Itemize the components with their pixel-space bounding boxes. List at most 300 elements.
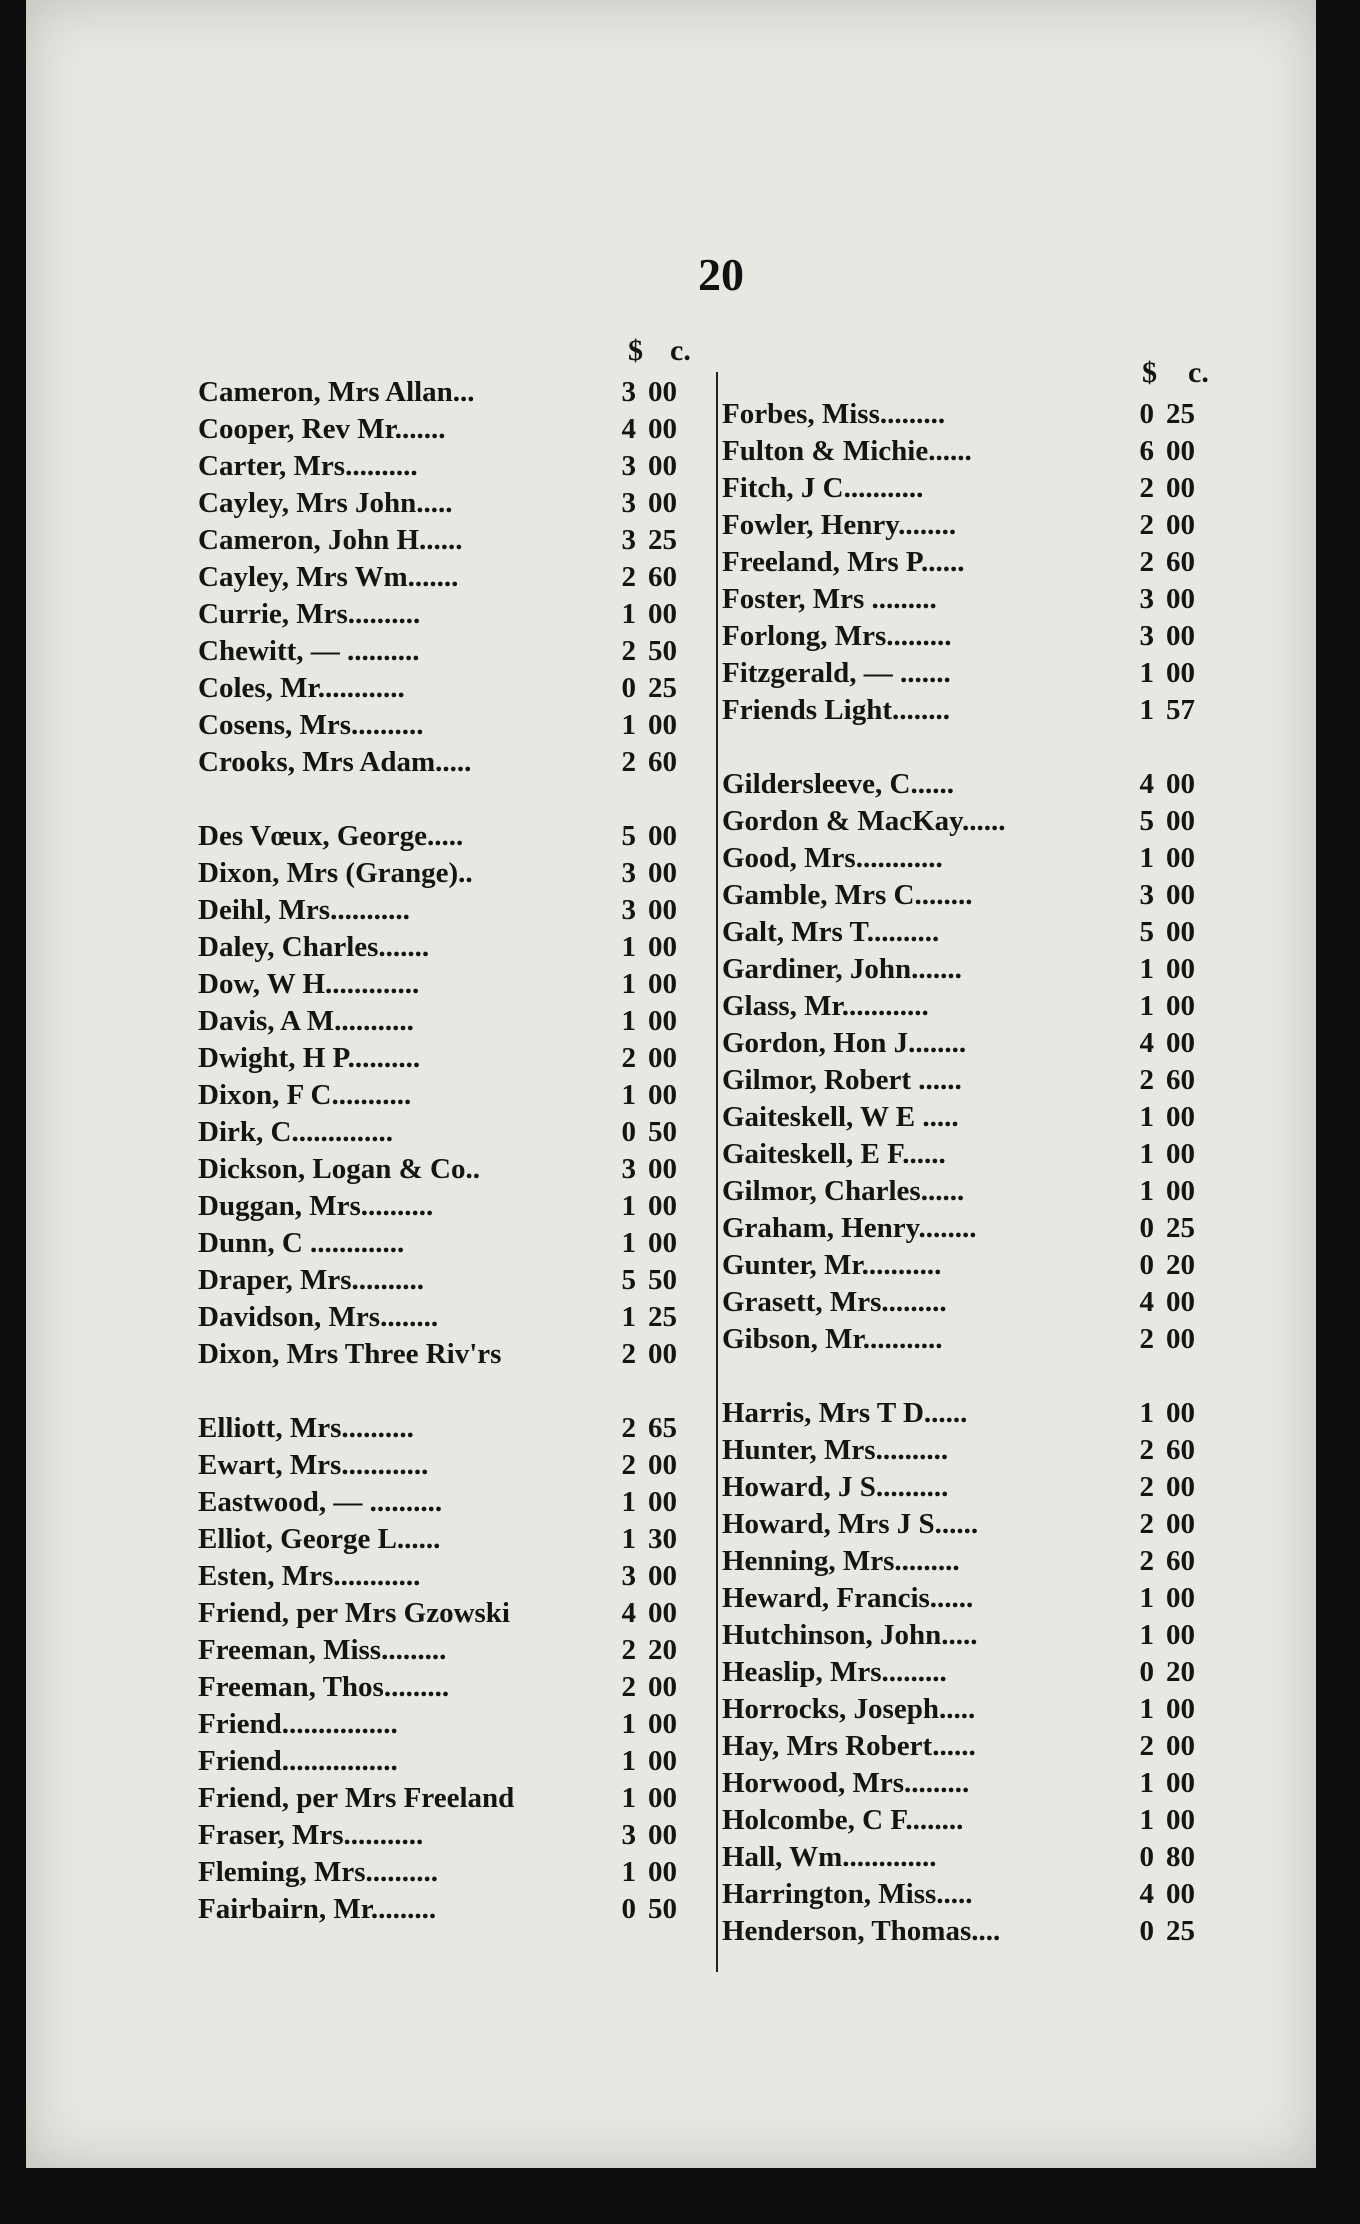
subscriber-name: Friend, per Mrs Gzowski: [198, 1597, 510, 1629]
subscriber-entry: [722, 951, 1227, 988]
subscriber-entry: [198, 1225, 708, 1262]
subscriber-name: Chewitt, — ..........: [198, 635, 420, 667]
amount-cents: 57: [1166, 694, 1195, 726]
subscriber-name: Galt, Mrs T..........: [722, 916, 940, 948]
subscriber-entry: [198, 1447, 708, 1484]
subscriber-entry: [198, 818, 708, 855]
subscriber-entry: [198, 374, 708, 411]
subscriber-entry: [722, 692, 1227, 729]
amount-cents: 65: [648, 1412, 677, 1444]
subscriber-entry: [198, 559, 708, 596]
subscriber-entry: [198, 1077, 708, 1114]
subscriber-name: Gamble, Mrs C........: [722, 879, 973, 911]
subscriber-name: Horrocks, Joseph.....: [722, 1693, 976, 1725]
subscriber-name: Friends Light........: [722, 694, 950, 726]
subscriber-entry: [198, 670, 708, 707]
amount-cents: 00: [648, 1486, 677, 1518]
amount-cents: 60: [1166, 1545, 1195, 1577]
subscriber-entry: [198, 448, 708, 485]
subscriber-entry: [198, 1854, 708, 1891]
subscriber-name: Gordon, Hon J........: [722, 1027, 967, 1059]
dollar-header: $: [1142, 356, 1157, 389]
subscriber-name: Howard, J S..........: [722, 1471, 949, 1503]
amount-cents: 00: [648, 857, 677, 889]
subscriber-name: Crooks, Mrs Adam.....: [198, 746, 472, 778]
subscriber-entry: [722, 1654, 1227, 1691]
amount-dollars: 5: [621, 1264, 636, 1296]
amount-cents: 00: [1166, 805, 1195, 837]
amount-cents: 00: [648, 820, 677, 852]
amount-cents: 00: [648, 1745, 677, 1777]
subscriber-entry: [198, 1706, 708, 1743]
amount-dollars: 2: [621, 1671, 636, 1703]
amount-dollars: 2: [1139, 1730, 1154, 1762]
subscriber-name: Fitch, J C...........: [722, 472, 924, 504]
subscriber-entry: [722, 1913, 1227, 1950]
subscriber-name: Fitzgerald, — .......: [722, 657, 951, 689]
subscriber-name: Hay, Mrs Robert......: [722, 1730, 976, 1762]
subscriber-name: Ewart, Mrs............: [198, 1449, 429, 1481]
subscriber-entry: [198, 522, 708, 559]
amount-cents: 00: [1166, 472, 1195, 504]
amount-dollars: 1: [1139, 953, 1154, 985]
amount-dollars: 2: [1139, 1508, 1154, 1540]
amount-cents: 60: [1166, 1434, 1195, 1466]
amount-dollars: 0: [1139, 1249, 1154, 1281]
amount-dollars: 2: [621, 561, 636, 593]
amount-dollars: 3: [621, 524, 636, 556]
subscriber-name: Gordon & MacKay......: [722, 805, 1006, 837]
amount-cents: 00: [648, 1782, 677, 1814]
subscriber-name: Deihl, Mrs...........: [198, 894, 410, 926]
amount-cents: 00: [648, 1079, 677, 1111]
amount-dollars: 5: [621, 820, 636, 852]
subscriber-entry: [722, 433, 1227, 470]
amount-dollars: 3: [621, 376, 636, 408]
subscriber-name: Fraser, Mrs...........: [198, 1819, 424, 1851]
subscriber-entry: [198, 1410, 708, 1447]
subscriber-name: Howard, Mrs J S......: [722, 1508, 979, 1540]
subscriber-name: Elliott, Mrs..........: [198, 1412, 414, 1444]
subscriber-entry: [198, 633, 708, 670]
amount-dollars: 2: [621, 1634, 636, 1666]
subscriber-entry: [722, 544, 1227, 581]
amount-cents: 00: [1166, 583, 1195, 615]
amount-dollars: 1: [621, 1190, 636, 1222]
subscriber-entry: [722, 877, 1227, 914]
amount-cents: 00: [1166, 1471, 1195, 1503]
subscriber-name: Dunn, C .............: [198, 1227, 405, 1259]
subscriber-name: Fowler, Henry........: [722, 509, 957, 541]
subscriber-entry: [198, 966, 708, 1003]
amount-cents: 00: [1166, 1878, 1195, 1910]
subscriber-name: Friend................: [198, 1745, 398, 1777]
subscriber-name: Harrington, Miss.....: [722, 1878, 973, 1910]
subscriber-name: Gaiteskell, E F......: [722, 1138, 946, 1170]
subscriber-entry: [722, 1543, 1227, 1580]
amount-dollars: 3: [1139, 879, 1154, 911]
amount-dollars: 1: [621, 1301, 636, 1333]
subscriber-name: Currie, Mrs..........: [198, 598, 421, 630]
subscriber-entry: [722, 1876, 1227, 1913]
subscriber-entry: [198, 892, 708, 929]
amount-dollars: 1: [621, 709, 636, 741]
subscriber-entry: [722, 581, 1227, 618]
subscriber-name: Dickson, Logan & Co..: [198, 1153, 480, 1185]
amount-dollars: 1: [1139, 1175, 1154, 1207]
subscriber-entry: [722, 1173, 1227, 1210]
amount-dollars: 0: [1139, 1915, 1154, 1947]
amount-dollars: 1: [621, 931, 636, 963]
amount-cents: 00: [1166, 1175, 1195, 1207]
amount-dollars: 4: [1139, 1027, 1154, 1059]
amount-cents: 00: [648, 1597, 677, 1629]
subscriber-entry: [198, 1003, 708, 1040]
amount-cents: 00: [648, 1338, 677, 1370]
subscriber-name: Heaslip, Mrs.........: [722, 1656, 947, 1688]
subscriber-entry: [198, 1632, 708, 1669]
book-page: [26, 0, 1316, 2168]
subscriber-name: Gibson, Mr...........: [722, 1323, 943, 1355]
subscriber-entry: [198, 1299, 708, 1336]
amount-dollars: 1: [621, 1782, 636, 1814]
amount-cents: 00: [1166, 1619, 1195, 1651]
amount-cents: 20: [1166, 1249, 1195, 1281]
amount-cents: 00: [1166, 1397, 1195, 1429]
amount-dollars: 2: [1139, 1434, 1154, 1466]
amount-cents: 30: [648, 1523, 677, 1555]
amount-dollars: 1: [1139, 694, 1154, 726]
subscriber-entry: [198, 1188, 708, 1225]
amount-cents: 00: [1166, 768, 1195, 800]
subscriber-entry: [198, 1558, 708, 1595]
amount-cents: 00: [1166, 1582, 1195, 1614]
left-column-header: [198, 334, 708, 374]
subscriber-name: Grasett, Mrs.........: [722, 1286, 947, 1318]
subscriber-entry: [198, 485, 708, 522]
amount-dollars: 2: [621, 1338, 636, 1370]
subscriber-entry: [722, 914, 1227, 951]
subscriber-name: Gardiner, John.......: [722, 953, 962, 985]
amount-cents: 20: [648, 1634, 677, 1666]
subscriber-entry: [198, 411, 708, 448]
subscriber-entry: [198, 1336, 708, 1373]
subscriber-entry: [722, 1099, 1227, 1136]
amount-dollars: 5: [1139, 916, 1154, 948]
amount-dollars: 1: [621, 1745, 636, 1777]
amount-cents: 00: [648, 598, 677, 630]
section-gap: [198, 1373, 708, 1410]
amount-dollars: 2: [1139, 1471, 1154, 1503]
amount-cents: 00: [1166, 1101, 1195, 1133]
amount-dollars: 2: [621, 1449, 636, 1481]
amount-cents: 00: [1166, 509, 1195, 541]
subscriber-entry: [722, 1802, 1227, 1839]
amount-dollars: 2: [621, 635, 636, 667]
amount-dollars: 2: [1139, 509, 1154, 541]
amount-dollars: 1: [621, 598, 636, 630]
subscriber-name: Dixon, Mrs Three Riv'rs: [198, 1338, 502, 1370]
subscriber-name: Davis, A M...........: [198, 1005, 414, 1037]
subscriber-name: Dixon, F C...........: [198, 1079, 412, 1111]
amount-cents: 00: [648, 1708, 677, 1740]
amount-cents: 50: [648, 635, 677, 667]
amount-cents: 00: [1166, 620, 1195, 652]
subscriber-name: Cameron, John H......: [198, 524, 463, 556]
amount-dollars: 1: [621, 1079, 636, 1111]
amount-cents: 50: [648, 1893, 677, 1925]
subscriber-name: Elliot, George L......: [198, 1523, 441, 1555]
right-subscriber-list: [722, 396, 1227, 1950]
subscriber-name: Dirk, C..............: [198, 1116, 393, 1148]
amount-dollars: 1: [1139, 1582, 1154, 1614]
amount-dollars: 1: [1139, 1693, 1154, 1725]
subscriber-entry: [198, 596, 708, 633]
amount-dollars: 4: [1139, 1878, 1154, 1910]
subscriber-entry: [198, 1817, 708, 1854]
amount-dollars: 1: [621, 1486, 636, 1518]
amount-cents: 00: [1166, 1693, 1195, 1725]
subscriber-entry: [722, 655, 1227, 692]
subscriber-name: Harris, Mrs T D......: [722, 1397, 968, 1429]
amount-cents: 80: [1166, 1841, 1195, 1873]
amount-dollars: 3: [621, 1819, 636, 1851]
amount-dollars: 5: [1139, 805, 1154, 837]
subscriber-entry: [198, 1484, 708, 1521]
subscriber-name: Draper, Mrs..........: [198, 1264, 425, 1296]
amount-cents: 00: [1166, 1804, 1195, 1836]
subscriber-name: Henderson, Thomas....: [722, 1915, 1001, 1947]
subscriber-name: Dow, W H.............: [198, 968, 420, 1000]
amount-cents: 00: [648, 894, 677, 926]
amount-cents: 00: [648, 1449, 677, 1481]
subscriber-name: Heward, Francis......: [722, 1582, 974, 1614]
amount-cents: 00: [1166, 1027, 1195, 1059]
subscriber-entry: [722, 1025, 1227, 1062]
subscriber-name: Hutchinson, John.....: [722, 1619, 978, 1651]
subscriber-entry: [198, 1040, 708, 1077]
subscriber-name: Forlong, Mrs.........: [722, 620, 952, 652]
subscriber-entry: [722, 1432, 1227, 1469]
subscriber-name: Duggan, Mrs..........: [198, 1190, 434, 1222]
subscriber-entry: [722, 1839, 1227, 1876]
amount-cents: 00: [648, 1819, 677, 1851]
amount-dollars: 6: [1139, 435, 1154, 467]
subscriber-name: Esten, Mrs............: [198, 1560, 421, 1592]
subscriber-entry: [722, 1506, 1227, 1543]
amount-dollars: 0: [621, 672, 636, 704]
amount-cents: 00: [1166, 1730, 1195, 1762]
amount-dollars: 1: [1139, 842, 1154, 874]
amount-cents: 20: [1166, 1656, 1195, 1688]
amount-cents: 25: [1166, 398, 1195, 430]
subscriber-entry: [198, 1151, 708, 1188]
amount-cents: 25: [648, 524, 677, 556]
amount-cents: 00: [1166, 1767, 1195, 1799]
subscriber-entry: [198, 744, 708, 781]
amount-cents: 50: [648, 1116, 677, 1148]
amount-cents: 00: [648, 1671, 677, 1703]
amount-cents: 60: [1166, 1064, 1195, 1096]
subscriber-name: Horwood, Mrs.........: [722, 1767, 970, 1799]
subscriber-entry: [198, 855, 708, 892]
subscriber-entry: [722, 803, 1227, 840]
amount-cents: 00: [648, 1227, 677, 1259]
subscriber-name: Freeman, Miss.........: [198, 1634, 447, 1666]
amount-dollars: 3: [621, 450, 636, 482]
amount-cents: 00: [648, 1560, 677, 1592]
subscriber-entry: [198, 1780, 708, 1817]
subscriber-entry: [198, 1743, 708, 1780]
amount-dollars: 1: [621, 1005, 636, 1037]
subscriber-name: Good, Mrs............: [722, 842, 943, 874]
subscriber-entry: [722, 1691, 1227, 1728]
amount-dollars: 4: [1139, 1286, 1154, 1318]
amount-dollars: 1: [621, 1227, 636, 1259]
amount-cents: 25: [648, 672, 677, 704]
section-gap: [722, 1358, 1227, 1395]
subscriber-entry: [722, 766, 1227, 803]
amount-dollars: 1: [1139, 1397, 1154, 1429]
amount-cents: 25: [1166, 1915, 1195, 1947]
amount-dollars: 2: [1139, 472, 1154, 504]
subscriber-name: Hunter, Mrs..........: [722, 1434, 949, 1466]
amount-dollars: 1: [1139, 1619, 1154, 1651]
subscriber-entry: [722, 1321, 1227, 1358]
subscriber-entry: [722, 1247, 1227, 1284]
amount-dollars: 0: [1139, 398, 1154, 430]
subscriber-entry: [198, 1521, 708, 1558]
amount-cents: 60: [648, 746, 677, 778]
subscriber-name: Carter, Mrs..........: [198, 450, 418, 482]
subscriber-name: Gunter, Mr...........: [722, 1249, 942, 1281]
subscriber-entry: [722, 470, 1227, 507]
amount-dollars: 1: [1139, 990, 1154, 1022]
cents-header: c.: [670, 334, 691, 367]
subscriber-name: Gildersleeve, C......: [722, 768, 954, 800]
amount-dollars: 2: [1139, 1323, 1154, 1355]
subscriber-entry: [722, 1469, 1227, 1506]
amount-cents: 00: [648, 413, 677, 445]
left-subscriber-list: [198, 374, 708, 1928]
amount-dollars: 3: [621, 1153, 636, 1185]
amount-cents: 25: [648, 1301, 677, 1333]
subscriber-entry: [722, 1395, 1227, 1432]
amount-dollars: 3: [621, 1560, 636, 1592]
amount-cents: 00: [1166, 842, 1195, 874]
amount-cents: 00: [1166, 1508, 1195, 1540]
subscriber-name: Cayley, Mrs John.....: [198, 487, 453, 519]
subscriber-name: Graham, Henry........: [722, 1212, 977, 1244]
page-number: 20: [698, 249, 744, 300]
subscriber-name: Des Vœux, George.....: [198, 820, 464, 852]
amount-cents: 00: [648, 1856, 677, 1888]
subscriber-entry: [722, 618, 1227, 655]
section-gap: [722, 729, 1227, 766]
subscriber-name: Henning, Mrs.........: [722, 1545, 960, 1577]
subscriber-entry: [722, 507, 1227, 544]
subscriber-name: Coles, Mr............: [198, 672, 405, 704]
amount-dollars: 2: [1139, 546, 1154, 578]
amount-cents: 60: [648, 561, 677, 593]
amount-dollars: 0: [1139, 1841, 1154, 1873]
dollar-header: $: [628, 334, 643, 367]
amount-dollars: 3: [621, 487, 636, 519]
subscriber-entry: [722, 988, 1227, 1025]
subscriber-name: Fairbairn, Mr.........: [198, 1893, 437, 1925]
amount-cents: 60: [1166, 546, 1195, 578]
subscriber-name: Dwight, H P..........: [198, 1042, 421, 1074]
amount-cents: 00: [1166, 916, 1195, 948]
amount-cents: 00: [648, 1042, 677, 1074]
subscriber-name: Davidson, Mrs........: [198, 1301, 439, 1333]
subscriber-name: Eastwood, — ..........: [198, 1486, 443, 1518]
amount-cents: 00: [1166, 879, 1195, 911]
section-gap: [198, 781, 708, 818]
subscriber-name: Cayley, Mrs Wm.......: [198, 561, 459, 593]
subscriber-name: Gilmor, Robert ......: [722, 1064, 962, 1096]
subscriber-name: Hall, Wm.............: [722, 1841, 937, 1873]
amount-dollars: 4: [621, 413, 636, 445]
subscriber-entry: [198, 929, 708, 966]
subscriber-name: Friend, per Mrs Freeland: [198, 1782, 515, 1814]
amount-dollars: 2: [1139, 1545, 1154, 1577]
amount-cents: 00: [648, 376, 677, 408]
subscriber-entry: [722, 1580, 1227, 1617]
subscriber-name: Friend................: [198, 1708, 398, 1740]
subscriber-name: Cameron, Mrs Allan...: [198, 376, 475, 408]
subscriber-entry: [198, 707, 708, 744]
amount-cents: 50: [648, 1264, 677, 1296]
amount-dollars: 1: [621, 1856, 636, 1888]
amount-dollars: 2: [621, 1042, 636, 1074]
subscriber-entry: [722, 1062, 1227, 1099]
amount-dollars: 0: [621, 1893, 636, 1925]
subscriber-entry: [198, 1595, 708, 1632]
amount-cents: 00: [1166, 657, 1195, 689]
amount-dollars: 1: [621, 1708, 636, 1740]
subscriber-entry: [722, 1284, 1227, 1321]
amount-cents: 00: [1166, 990, 1195, 1022]
column-divider: [716, 372, 718, 1972]
subscriber-entry: [198, 1891, 708, 1928]
amount-dollars: 1: [621, 1523, 636, 1555]
amount-cents: 00: [1166, 1138, 1195, 1170]
subscriber-name: Holcombe, C F........: [722, 1804, 964, 1836]
amount-cents: 00: [648, 1190, 677, 1222]
right-column-header: [722, 356, 1227, 396]
left-column: [198, 334, 708, 1928]
amount-cents: 00: [1166, 1323, 1195, 1355]
amount-cents: 00: [1166, 1286, 1195, 1318]
amount-dollars: 3: [1139, 620, 1154, 652]
subscriber-name: Cooper, Rev Mr.......: [198, 413, 446, 445]
right-column: [722, 356, 1227, 1950]
subscriber-entry: [722, 396, 1227, 433]
subscriber-name: Freeman, Thos.........: [198, 1671, 450, 1703]
amount-dollars: 0: [1139, 1212, 1154, 1244]
amount-dollars: 0: [1139, 1656, 1154, 1688]
amount-cents: 00: [648, 450, 677, 482]
amount-cents: 00: [648, 1153, 677, 1185]
amount-dollars: 2: [1139, 1064, 1154, 1096]
amount-cents: 00: [648, 709, 677, 741]
subscriber-entry: [198, 1114, 708, 1151]
amount-cents: 00: [648, 931, 677, 963]
amount-cents: 00: [648, 487, 677, 519]
subscriber-name: Gilmor, Charles......: [722, 1175, 965, 1207]
amount-cents: 00: [648, 968, 677, 1000]
